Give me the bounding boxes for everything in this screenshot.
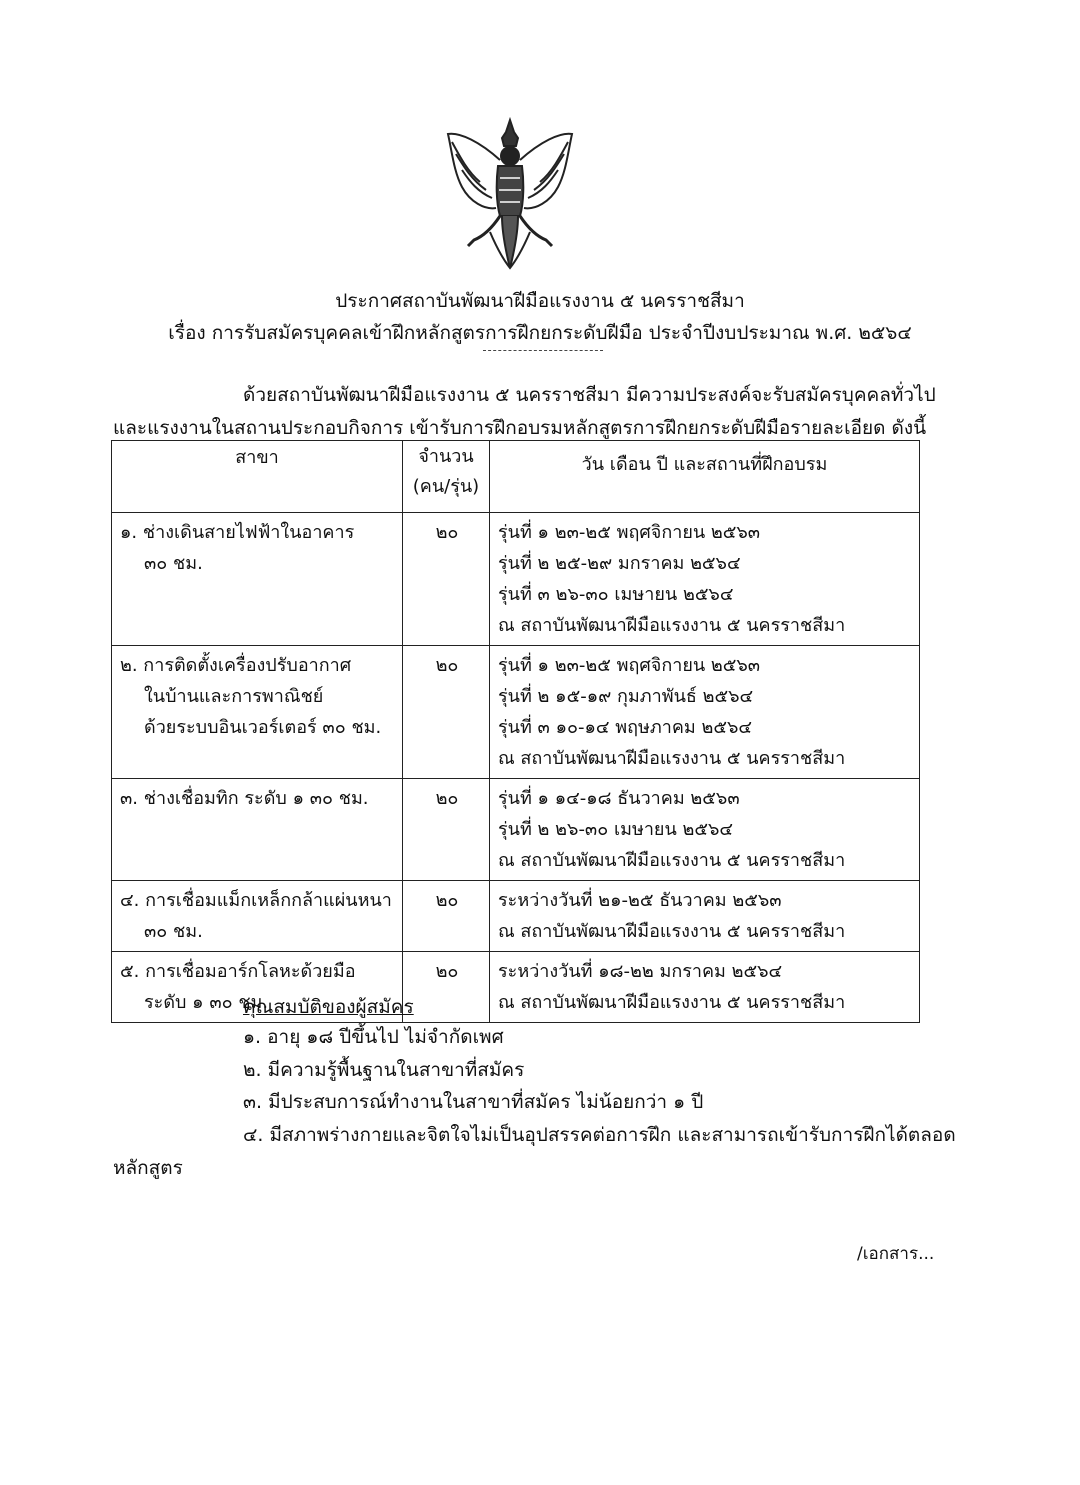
qualification-item: ๓. มีประสบการณ์ทำงานในสาขาที่สมัคร ไม่น้อยกว่า ๑ ปี: [243, 1091, 704, 1113]
intro-line-1: ด้วยสถาบันพัฒนาฝีมือแรงงาน ๕ นครราชสีมา มีความประสงค์จะรับสมัครบุคคลทั่วไป: [243, 384, 936, 406]
header-count-line1: จำนวน: [418, 446, 474, 467]
schedule-line: ระหว่างวันที่ ๒๑-๒๕ ธันวาคม ๒๕๖๓: [498, 890, 782, 911]
course-table: [111, 440, 920, 1023]
branch-line: ๑. ช่างเดินสายไฟฟ้าในอาคาร: [120, 522, 355, 543]
schedule-line: รุ่นที่ ๓ ๒๖-๓๐ เมษายน ๒๕๖๔: [498, 584, 734, 605]
qualification-item: ๑. อายุ ๑๘ ปีขึ้นไป ไม่จำกัดเพศ: [243, 1026, 504, 1048]
schedule-line: รุ่นที่ ๓ ๑๐-๑๔ พฤษภาคม ๒๕๖๔: [498, 717, 753, 738]
table-row: [112, 513, 920, 646]
branch-line: ๕. การเชื่อมอาร์กโลหะด้วยมือ: [120, 961, 356, 982]
qualification-item: ๒. มีความรู้พื้นฐานในสาขาที่สมัคร: [243, 1059, 525, 1081]
schedule-cell: [490, 881, 920, 952]
garuda-emblem-icon: [440, 112, 580, 277]
schedule-cell: [490, 646, 920, 779]
header-count-line2: (คน/รุ่น): [412, 476, 480, 497]
header-count: [403, 441, 490, 513]
branch-cell: [112, 646, 403, 779]
branch-cell: [112, 779, 403, 881]
branch-cell: [112, 881, 403, 952]
branch-line: ๓๐ ชม.: [144, 553, 203, 574]
schedule-line: ณ สถาบันพัฒนาฝีมือแรงงาน ๕ นครราชสีมา: [498, 992, 846, 1013]
branch-line: ๒. การติดตั้งเครื่องปรับอากาศ: [120, 655, 352, 676]
count-cell: ๒๐: [403, 779, 490, 881]
announcement-subject: เรื่อง การรับสมัครบุคคลเข้าฝึกหลักสูตรการฝึกยกระดับฝีมือ ประจำปีงบประมาณ พ.ศ. ๒๕๖๔: [168, 322, 912, 344]
count-cell: ๒๐: [403, 952, 490, 1023]
branch-line: ๔. การเชื่อมแม็กเหล็กกล้าแผ่นหนา: [120, 890, 392, 911]
count-cell: ๒๐: [403, 881, 490, 952]
table-row: [112, 646, 920, 779]
table-row: [112, 952, 920, 1023]
schedule-line: รุ่นที่ ๑ ๒๓-๒๕ พฤศจิกายน ๒๕๖๓: [498, 522, 761, 543]
announcement-title: ประกาศสถาบันพัฒนาฝีมือแรงงาน ๕ นครราชสีมา: [335, 290, 745, 312]
table-row: [112, 779, 920, 881]
schedule-line: ระหว่างวันที่ ๑๘-๒๒ มกราคม ๒๕๖๔: [498, 961, 783, 982]
qualifications-title: คุณสมบัติของผู้สมัคร: [243, 996, 414, 1018]
branch-line: ๓๐ ชม.: [144, 921, 203, 942]
schedule-line: ณ สถาบันพัฒนาฝีมือแรงงาน ๕ นครราชสีมา: [498, 615, 846, 636]
branch-line: ระดับ ๑ ๓๐ ชม.: [144, 992, 269, 1013]
header-branch: สาขา: [112, 441, 403, 513]
branch-cell: [112, 513, 403, 646]
branch-line: ด้วยระบบอินเวอร์เตอร์ ๓๐ ชม.: [144, 717, 382, 738]
table-row: [112, 881, 920, 952]
schedule-cell: [490, 779, 920, 881]
divider: [483, 350, 603, 351]
header-schedule: วัน เดือน ปี และสถานที่ฝึกอบรม: [490, 441, 920, 513]
schedule-line: ณ สถาบันพัฒนาฝีมือแรงงาน ๕ นครราชสีมา: [498, 850, 846, 871]
qualification-item-continuation: หลักสูตร: [113, 1157, 183, 1179]
schedule-line: รุ่นที่ ๑ ๑๔-๑๘ ธันวาคม ๒๕๖๓: [498, 788, 740, 809]
schedule-cell: [490, 952, 920, 1023]
qualification-item: ๔. มีสภาพร่างกายและจิตใจไม่เป็นอุปสรรคต่อการฝึก และสามารถเข้ารับการฝึกได้ตลอด: [243, 1124, 956, 1146]
schedule-line: รุ่นที่ ๒ ๒๕-๒๙ มกราคม ๒๕๖๔: [498, 553, 741, 574]
schedule-cell: [490, 513, 920, 646]
schedule-line: รุ่นที่ ๒ ๑๕-๑๙ กุมภาพันธ์ ๒๕๖๔: [498, 686, 754, 707]
schedule-line: ณ สถาบันพัฒนาฝีมือแรงงาน ๕ นครราชสีมา: [498, 748, 846, 769]
table-header-row: [112, 441, 920, 513]
schedule-line: รุ่นที่ ๑ ๒๓-๒๕ พฤศจิกายน ๒๕๖๓: [498, 655, 761, 676]
branch-line: ๓. ช่างเชื่อมทิก ระดับ ๑ ๓๐ ชม.: [120, 788, 369, 809]
count-cell: ๒๐: [403, 646, 490, 779]
intro-line-2: และแรงงานในสถานประกอบกิจการ เข้ารับการฝึกอบรมหลักสูตรการฝึกยกระดับฝีมือรายละเอียด ดังนี้: [113, 417, 927, 439]
count-cell: ๒๐: [403, 513, 490, 646]
schedule-line: ณ สถาบันพัฒนาฝีมือแรงงาน ๕ นครราชสีมา: [498, 921, 846, 942]
branch-line: ในบ้านและการพาณิชย์: [144, 686, 324, 707]
schedule-line: รุ่นที่ ๒ ๒๖-๓๐ เมษายน ๒๕๖๔: [498, 819, 734, 840]
page-continuation: /เอกสาร...: [857, 1244, 935, 1264]
